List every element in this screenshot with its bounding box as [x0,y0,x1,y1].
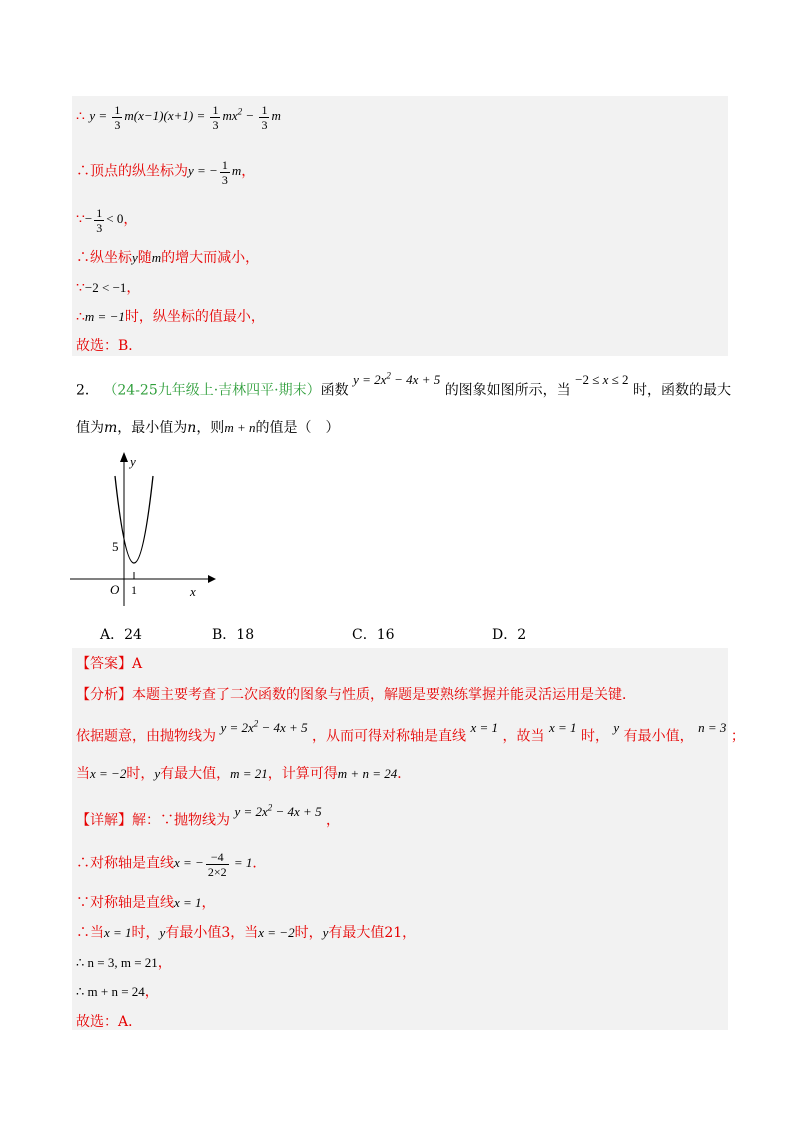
choice-statement: 故选：B． [76,338,143,354]
text: 依据题意，由抛物线为 [76,728,216,745]
analysis-text: 【分析】本题主要考查了二次函数的图象与性质，解题是要熟练掌握并能灵活运用是关键． [76,687,636,703]
text: 有最小值3，当 [165,925,259,941]
parabola-curve [115,476,153,563]
formula-values: ∴ n = 3, m = 21 [76,955,158,970]
formula-x-eq-1: x = 1 [470,720,499,736]
analysis-line-2 [76,719,745,746]
choice-d[interactable]: D．2 [492,627,527,643]
text: 时， [131,925,160,941]
tick-5-label: 5 [112,539,119,554]
y-axis-arrow-icon [120,452,128,462]
formula-m-plus-n: m + n [224,420,256,435]
text: ∵对称轴是直线 [76,895,174,911]
text: 有最小值， [623,728,694,745]
text: ∴对称轴是直线 [76,855,174,872]
formula-y-expansion: y = $\frac{1}{3}$ m(x−1)(x+1) = $\frac{1}{3}$ $mx^2$ − $\frac{1}{3}$ m [89,102,281,132]
x-axis-label: x [190,584,196,599]
y-axis-label: y [130,454,136,469]
formula-x-eq-neg2: x = −2 [90,766,127,781]
block1-line-3 [76,206,137,235]
text: 时， [580,728,609,745]
text: 时，函数的最大 [632,382,731,399]
block1-line-2 [76,158,255,187]
text: ，故当 [502,728,545,745]
choice-statement: 故选：A． [76,1014,143,1030]
formula-m-value: m = −1 [84,309,125,324]
formula-axis-calc: x = − $\frac{-4}{2\times 2}$ = 1 [174,850,253,879]
answer-line [76,654,142,674]
because-symbol: ∵ [76,211,85,228]
text: ， [126,280,141,296]
question-source: （24-25九年级上·吉林四平·期末） [103,382,321,399]
text: ，则 [196,420,225,436]
var-m: m [104,420,118,436]
text: 的增大而减小， [161,250,260,266]
detail-line-2 [76,850,266,879]
text: 有最大值21， [328,925,417,941]
answer-label: 【答案】A [76,656,143,672]
formula-vertex-y: y = − $\frac{1}{3}$ m [188,158,242,187]
x-axis-arrow-icon [208,575,216,583]
formula-n-eq-3: n = 3 [698,720,727,736]
var-m: m [151,250,162,265]
formula-x-eq-1d: x = 1 [104,925,132,940]
detail-line-3 [76,893,216,913]
choice-a[interactable]: A．24 [100,627,142,643]
text: 时，纵坐标的值最小， [124,309,265,325]
formula-x-eq-1b: x = 1 [548,720,577,736]
var-y: y [322,925,329,940]
detail-label: 【详解】解：∵抛物线为 [76,812,230,829]
choice-c[interactable]: C．16 [352,627,395,643]
tick-1-label: 1 [131,583,137,597]
text: 时， [126,766,155,782]
text: 的图象如图所示，当 [444,382,571,399]
text: ． [252,855,267,872]
formula-result: ∴ m + n = 24 [76,984,145,999]
detail-line-1 [76,803,341,830]
var-y: y [154,766,161,781]
text: 时， [294,925,323,941]
var-n: n [187,420,197,436]
question-line-1 [76,371,731,400]
detail-line-4 [76,923,416,943]
formula-compare: −2 < −1 [84,280,127,295]
question-number: 2． [76,382,99,399]
formula-sum-24: m + n = 24 [337,766,398,781]
block1-line-5 [76,278,140,298]
var-y: y [132,250,138,265]
text: ，最小值为 [117,420,188,436]
formula-function: $y = 2x^2 - 4x + 5$ [353,371,441,388]
parabola-graph [60,448,220,608]
text: ， [201,895,216,911]
text: ， [326,812,341,829]
block1-line-1 [76,102,281,132]
text: 随 [137,250,152,266]
detail-line-7 [76,1012,142,1032]
text: ∴当 [76,925,104,941]
therefore-symbol: ∴ [76,309,85,325]
text: ． [397,766,412,782]
origin-label: O [110,582,120,597]
block1-line-4 [76,248,259,268]
because-symbol: ∵ [76,280,85,296]
text: 的值是（ ） [255,420,340,436]
block1-line-6 [76,307,265,327]
text: ， [144,984,159,1000]
formula-interval: −2 ≤ x ≤ 2 [575,372,629,388]
detail-line-6 [76,982,159,1002]
text: 值为 [76,420,104,436]
analysis-line-3 [76,764,411,784]
text: ∴纵坐标 [76,250,132,266]
text: ； [730,728,745,745]
var-y: y [159,925,166,940]
var-y: y [613,720,620,736]
text: ，计算可得 [267,766,338,782]
formula-parabola: $y = 2x^2 - 4x + 5$ [220,719,308,736]
formula-x-eq-neg2b: x = −2 [258,925,295,940]
therefore-symbol: ∴ [76,108,85,125]
block1-line-7 [76,336,142,356]
text: ∴顶点的纵坐标为 [76,163,188,180]
detail-line-5 [76,953,172,973]
formula-m-eq-21: m = 21 [230,766,268,781]
text: ， [157,955,172,971]
question-line-2 [76,418,339,438]
analysis-line-1 [76,685,636,705]
text: 函数 [320,382,349,399]
choice-b[interactable]: B．18 [212,627,255,643]
formula-x-eq-1c: x = 1 [174,895,202,910]
text: 有最大值， [160,766,231,782]
text: 当 [76,766,90,782]
text: ， [241,163,256,180]
text: ， [123,211,138,228]
formula-parabola-2: $y = 2x^2 - 4x + 5$ [234,803,322,820]
formula-neg-third: − $\frac{1}{3}$ < 0 [84,206,124,235]
text: ，从而可得对称轴是直线 [312,728,467,745]
